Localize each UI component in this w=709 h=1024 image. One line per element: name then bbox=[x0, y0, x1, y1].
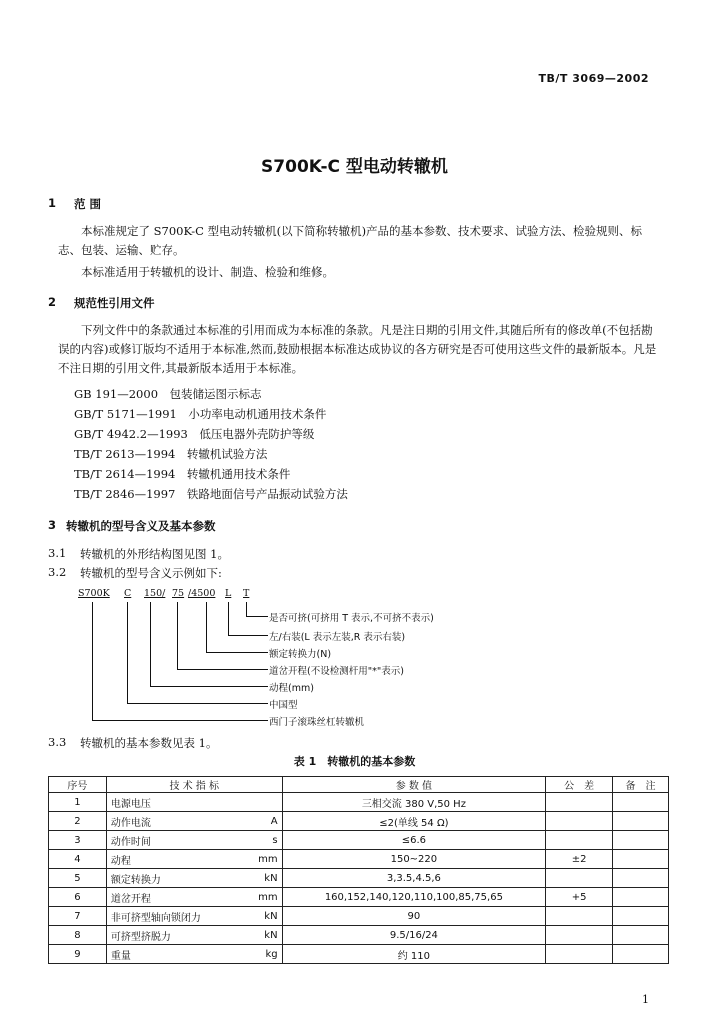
header-value: 参 数 值 bbox=[282, 777, 546, 793]
model-code-trailable: T bbox=[243, 588, 250, 599]
leader-line bbox=[228, 602, 229, 635]
table-row bbox=[49, 869, 669, 888]
cell-unit: kN bbox=[224, 907, 282, 926]
cell-tolerance bbox=[546, 926, 613, 945]
cell-value: 9.5/16/24 bbox=[282, 926, 546, 945]
model-desc-opening: 道岔开程(不设检测杆用"*"表示) bbox=[269, 666, 404, 677]
model-desc-siemens: 西门子滚珠丝杠转辙机 bbox=[269, 717, 365, 728]
cell-unit bbox=[224, 793, 282, 812]
cell-unit: s bbox=[224, 831, 282, 850]
cell-name: 动作电流 bbox=[106, 812, 224, 831]
cell-note bbox=[613, 850, 669, 869]
section-1-paragraph-2: 本标准适用于转辙机的设计、制造、检验和维修。 bbox=[81, 265, 334, 279]
clause-3-1-text: 转辙机的外形结构图见图 1。 bbox=[80, 547, 229, 561]
clause-3-3-number: 3.3 bbox=[48, 735, 67, 749]
section-3-number: 3 bbox=[48, 518, 57, 532]
cell-name: 额定转换力 bbox=[106, 869, 224, 888]
cell-value: 160,152,140,120,110,100,85,75,65 bbox=[282, 888, 546, 907]
model-code-side: L bbox=[225, 588, 232, 599]
table-row bbox=[49, 850, 669, 869]
page-number: 1 bbox=[642, 993, 649, 1006]
clause-3-2-number: 3.2 bbox=[48, 565, 67, 579]
leader-line bbox=[177, 602, 178, 669]
cell-note bbox=[613, 831, 669, 850]
cell-tolerance bbox=[546, 831, 613, 850]
cell-tolerance bbox=[546, 907, 613, 926]
table-row bbox=[49, 831, 669, 850]
model-desc-stroke: 动程(mm) bbox=[269, 683, 314, 694]
leader-line bbox=[127, 602, 128, 703]
cell-unit: A bbox=[224, 812, 282, 831]
cell-tolerance bbox=[546, 793, 613, 812]
reference-item: TB/T 2846—1997 铁路地面信号产品振动试验方法 bbox=[74, 487, 348, 501]
cell-no: 9 bbox=[49, 945, 107, 964]
cell-value: 约 110 bbox=[282, 945, 546, 964]
section-2-paragraph: 下列文件中的条款通过本标准的引用而成为本标准的条款。凡是注日期的引用文件,其随后所有的修改单(不包括勘误的内容)或修订版均不适用于本标准,然而,鼓励根据本标准达成协议的各方研究是否可使用这些文件的最新版本。凡是不注日期的引用文件,其最新版本适用于本标准。 bbox=[58, 323, 657, 375]
cell-note bbox=[613, 869, 669, 888]
clause-3-3-text: 转辙机的基本参数见表 1。 bbox=[80, 736, 218, 750]
header-no: 序号 bbox=[49, 777, 107, 793]
cell-no: 1 bbox=[49, 793, 107, 812]
model-desc-trailable: 是否可挤(可挤用 T 表示,不可挤不表示) bbox=[269, 613, 434, 624]
reference-item: TB/T 2614—1994 转辙机通用技术条件 bbox=[74, 467, 291, 481]
cell-unit: mm bbox=[224, 888, 282, 907]
reference-item: GB/T 5171—1991 小功率电动机通用技术条件 bbox=[74, 407, 327, 421]
cell-value: 3,3.5,4.5,6 bbox=[282, 869, 546, 888]
cell-note bbox=[613, 793, 669, 812]
cell-no: 3 bbox=[49, 831, 107, 850]
cell-unit: kN bbox=[224, 926, 282, 945]
section-2-number: 2 bbox=[48, 295, 57, 309]
leader-line bbox=[92, 602, 93, 720]
leader-line bbox=[246, 602, 247, 616]
cell-note bbox=[613, 945, 669, 964]
cell-unit: mm bbox=[224, 850, 282, 869]
page-title: S700K-C 型电动转辙机 bbox=[261, 157, 448, 177]
cell-tolerance: ±2 bbox=[546, 850, 613, 869]
model-code-force: /4500 bbox=[188, 588, 216, 599]
leader-line bbox=[127, 703, 268, 704]
reference-item: TB/T 2613—1994 转辙机试验方法 bbox=[74, 447, 268, 461]
model-desc-force: 额定转换力(N) bbox=[269, 649, 332, 660]
table-row bbox=[49, 812, 669, 831]
cell-no: 5 bbox=[49, 869, 107, 888]
cell-unit: kN bbox=[224, 869, 282, 888]
leader-line bbox=[228, 635, 268, 636]
leader-line bbox=[92, 720, 268, 721]
table-row bbox=[49, 907, 669, 926]
cell-name: 动作时间 bbox=[106, 831, 224, 850]
table-row bbox=[49, 945, 669, 964]
section-3-heading: 转辙机的型号含义及基本参数 bbox=[66, 519, 216, 533]
cell-unit: kg bbox=[224, 945, 282, 964]
model-code-opening: 75 bbox=[172, 588, 185, 599]
section-1-heading: 范 围 bbox=[74, 197, 102, 211]
cell-no: 4 bbox=[49, 850, 107, 869]
cell-no: 7 bbox=[49, 907, 107, 926]
section-1-number: 1 bbox=[48, 196, 57, 210]
cell-value: 90 bbox=[282, 907, 546, 926]
leader-line bbox=[150, 686, 268, 687]
cell-tolerance bbox=[546, 812, 613, 831]
cell-name: 电源电压 bbox=[106, 793, 224, 812]
cell-name: 道岔开程 bbox=[106, 888, 224, 907]
header-tolerance: 公 差 bbox=[546, 777, 613, 793]
leader-line bbox=[206, 652, 268, 653]
cell-no: 2 bbox=[49, 812, 107, 831]
section-1-paragraph-1: 本标准规定了 S700K-C 型电动转辙机(以下简称转辙机)产品的基本参数、技术要求、试验方法、检验规则、标志、包装、运输、贮存。 bbox=[58, 224, 643, 257]
model-code-c: C bbox=[124, 588, 132, 599]
cell-tolerance: +5 bbox=[546, 888, 613, 907]
cell-note bbox=[613, 812, 669, 831]
section-2-heading: 规范性引用文件 bbox=[74, 296, 155, 310]
reference-item: GB/T 4942.2—1993 低压电器外壳防护等级 bbox=[74, 427, 315, 441]
leader-line bbox=[150, 602, 151, 686]
header-note: 备 注 bbox=[613, 777, 669, 793]
cell-note bbox=[613, 888, 669, 907]
cell-no: 8 bbox=[49, 926, 107, 945]
cell-name: 重量 bbox=[106, 945, 224, 964]
cell-name: 可挤型挤脱力 bbox=[106, 926, 224, 945]
cell-name: 动程 bbox=[106, 850, 224, 869]
reference-item: GB 191—2000 包装储运图示标志 bbox=[74, 387, 262, 401]
model-code-s700k: S700K bbox=[78, 588, 110, 599]
cell-note bbox=[613, 926, 669, 945]
model-desc-side: 左/右装(L 表示左装,R 表示右装) bbox=[269, 632, 406, 643]
cell-name: 非可挤型轴向锁闭力 bbox=[106, 907, 224, 926]
cell-tolerance bbox=[546, 869, 613, 888]
cell-note bbox=[613, 907, 669, 926]
leader-line bbox=[177, 669, 268, 670]
header-item: 技 术 指 标 bbox=[106, 777, 282, 793]
cell-no: 6 bbox=[49, 888, 107, 907]
cell-value: ≤2(单线 54 Ω) bbox=[282, 812, 546, 831]
model-code-stroke: 150/ bbox=[144, 588, 166, 599]
cell-tolerance bbox=[546, 945, 613, 964]
cell-value: ≤6.6 bbox=[282, 831, 546, 850]
leader-line bbox=[206, 602, 207, 652]
table-header-row bbox=[49, 777, 669, 793]
cell-value: 150~220 bbox=[282, 850, 546, 869]
table-row bbox=[49, 888, 669, 907]
table-caption: 表 1 转辙机的基本参数 bbox=[293, 755, 416, 768]
model-desc-china-type: 中国型 bbox=[269, 700, 298, 711]
table-row bbox=[49, 926, 669, 945]
standard-code-header: TB/T 3069—2002 bbox=[538, 72, 649, 85]
leader-line bbox=[246, 616, 268, 617]
clause-3-1-number: 3.1 bbox=[48, 546, 67, 560]
parameters-table bbox=[48, 776, 669, 964]
cell-value: 三相交流 380 V,50 Hz bbox=[282, 793, 546, 812]
table-row bbox=[49, 793, 669, 812]
clause-3-2-text: 转辙机的型号含义示例如下: bbox=[80, 566, 222, 580]
